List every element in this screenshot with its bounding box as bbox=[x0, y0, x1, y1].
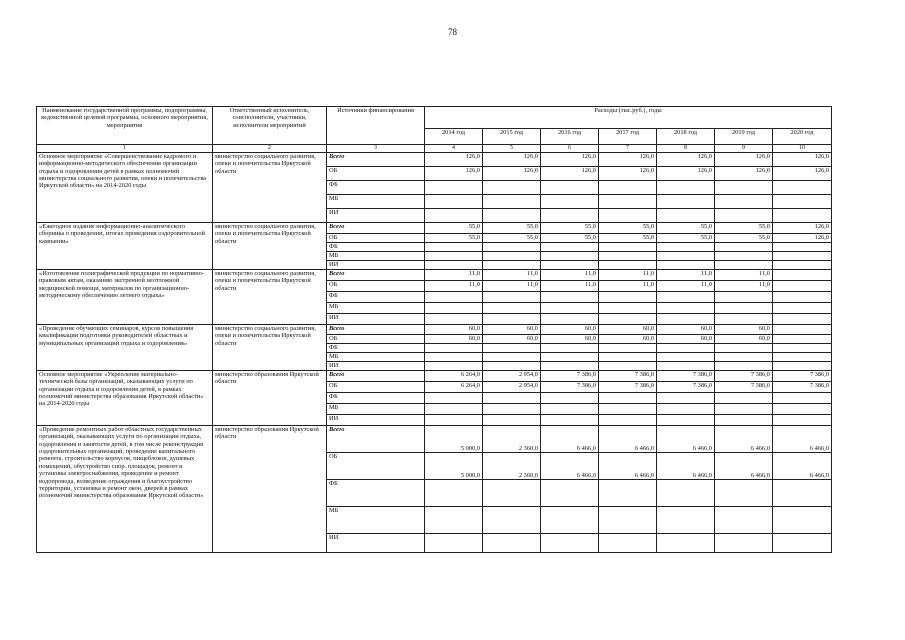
column-number: 6 bbox=[541, 145, 599, 153]
expense-value: 11,0 bbox=[425, 270, 483, 281]
expense-value bbox=[541, 344, 599, 353]
measure-executor: министерство образования Иркутской области bbox=[213, 371, 327, 426]
expense-value: 55,0 bbox=[715, 223, 773, 234]
funding-source: МБ bbox=[327, 353, 425, 362]
expense-value: 55,0 bbox=[483, 223, 541, 234]
expense-value bbox=[657, 303, 715, 314]
column-number: 3 bbox=[327, 145, 425, 153]
expense-value bbox=[657, 252, 715, 261]
expense-value: 11,0 bbox=[483, 270, 541, 281]
measure-executor: министерство социального развития, опеки и попечительства Иркутской области bbox=[213, 325, 327, 371]
column-number: 8 bbox=[657, 145, 715, 153]
expense-value: 55,0 bbox=[483, 234, 541, 243]
funding-source: ОБ bbox=[327, 382, 425, 393]
expense-value bbox=[541, 303, 599, 314]
expense-value: 55,0 bbox=[425, 234, 483, 243]
measure-executor: министерство образования Иркутской области bbox=[213, 426, 327, 553]
expense-value: 126,0 bbox=[773, 223, 832, 234]
expense-value: 11,0 bbox=[599, 270, 657, 281]
expense-value: 126,0 bbox=[599, 153, 657, 167]
expense-value bbox=[599, 303, 657, 314]
expense-value bbox=[541, 243, 599, 252]
expense-value bbox=[483, 195, 541, 209]
header-year: 2020 год bbox=[773, 129, 832, 145]
expense-value bbox=[773, 243, 832, 252]
expense-value bbox=[483, 181, 541, 195]
expense-value bbox=[715, 480, 773, 507]
expense-value: 6 466,0 bbox=[773, 426, 832, 453]
funding-source: ФБ bbox=[327, 292, 425, 303]
expense-value: 55,0 bbox=[657, 234, 715, 243]
expense-value bbox=[483, 252, 541, 261]
column-number: 9 bbox=[715, 145, 773, 153]
expense-value bbox=[541, 292, 599, 303]
expense-value: 11,0 bbox=[425, 281, 483, 292]
expense-value: 126,0 bbox=[483, 167, 541, 181]
funding-source: ОБ bbox=[327, 453, 425, 480]
expense-value bbox=[599, 243, 657, 252]
expense-value: 60,0 bbox=[425, 335, 483, 344]
header-executor: Ответственный исполнитель, соисполнители, участники, исполнители мероприятий bbox=[213, 107, 327, 145]
expense-value bbox=[425, 404, 483, 415]
expense-value bbox=[715, 303, 773, 314]
funding-source: ФБ bbox=[327, 181, 425, 195]
expense-value bbox=[483, 415, 541, 426]
expense-value bbox=[715, 209, 773, 223]
expense-value bbox=[773, 292, 832, 303]
expense-value bbox=[599, 344, 657, 353]
funding-source: МБ bbox=[327, 507, 425, 534]
expense-value: 6 466,0 bbox=[541, 453, 599, 480]
funding-source: ОБ bbox=[327, 234, 425, 243]
expense-value bbox=[425, 415, 483, 426]
expense-value bbox=[425, 209, 483, 223]
expense-value bbox=[425, 507, 483, 534]
expense-value: 6 264,0 bbox=[425, 371, 483, 382]
expense-value bbox=[773, 270, 832, 281]
column-number: 10 bbox=[773, 145, 832, 153]
expense-value: 126,0 bbox=[599, 167, 657, 181]
expense-value: 11,0 bbox=[541, 270, 599, 281]
header-year: 2018 год bbox=[657, 129, 715, 145]
expense-value bbox=[773, 404, 832, 415]
expense-value: 126,0 bbox=[657, 167, 715, 181]
expense-value: 55,0 bbox=[599, 223, 657, 234]
expense-value bbox=[483, 261, 541, 270]
expense-value bbox=[715, 507, 773, 534]
budget-table bbox=[36, 106, 832, 553]
header-year: 2017 год bbox=[599, 129, 657, 145]
expense-value: 11,0 bbox=[541, 281, 599, 292]
expense-value: 126,0 bbox=[715, 153, 773, 167]
expense-value bbox=[773, 344, 832, 353]
expense-value bbox=[715, 292, 773, 303]
expense-value: 11,0 bbox=[657, 281, 715, 292]
funding-source: МБ bbox=[327, 252, 425, 261]
expense-value bbox=[715, 314, 773, 325]
expense-value: 2 954,0 bbox=[483, 382, 541, 393]
expense-value: 126,0 bbox=[483, 153, 541, 167]
expense-value bbox=[599, 353, 657, 362]
expense-value: 7 386,0 bbox=[599, 382, 657, 393]
expense-value: 126,0 bbox=[715, 167, 773, 181]
expense-value: 6 264,0 bbox=[425, 382, 483, 393]
expense-value: 6 466,0 bbox=[715, 453, 773, 480]
measure-name: «Ежегодное издание информационно-аналитического сборника о проведении, итогах проведения оздоровительной кампании» bbox=[37, 223, 213, 270]
expense-value: 7 386,0 bbox=[657, 382, 715, 393]
funding-source: ОБ bbox=[327, 167, 425, 181]
expense-value: 60,0 bbox=[541, 325, 599, 335]
expense-value: 60,0 bbox=[657, 335, 715, 344]
page-number: 78 bbox=[448, 27, 457, 37]
expense-value bbox=[483, 303, 541, 314]
funding-source: Всего bbox=[327, 153, 425, 167]
header-source: Источники финансирования bbox=[327, 107, 425, 145]
funding-source: ИИ bbox=[327, 415, 425, 426]
expense-value: 2 360,0 bbox=[483, 426, 541, 453]
expense-value: 6 466,0 bbox=[541, 426, 599, 453]
table-row bbox=[37, 270, 832, 281]
expense-value bbox=[657, 292, 715, 303]
table-row bbox=[37, 153, 832, 167]
expense-value: 7 386,0 bbox=[715, 371, 773, 382]
table-row bbox=[37, 371, 832, 382]
expense-value: 7 386,0 bbox=[657, 371, 715, 382]
expense-value: 55,0 bbox=[715, 234, 773, 243]
expense-value: 11,0 bbox=[483, 281, 541, 292]
funding-source: ФБ bbox=[327, 243, 425, 252]
funding-source: ИИ bbox=[327, 534, 425, 553]
header-year: 2016 год bbox=[541, 129, 599, 145]
expense-value: 55,0 bbox=[425, 223, 483, 234]
funding-source: МБ bbox=[327, 404, 425, 415]
expense-value bbox=[773, 507, 832, 534]
expense-value bbox=[773, 393, 832, 404]
expense-value: 126,0 bbox=[773, 167, 832, 181]
measure-executor: министерство социального развития, опеки и попечительства Иркутской области bbox=[213, 223, 327, 270]
expense-value bbox=[657, 314, 715, 325]
expense-value bbox=[541, 393, 599, 404]
expense-value bbox=[599, 362, 657, 371]
expense-value: 6 466,0 bbox=[773, 453, 832, 480]
header-year: 2014 год bbox=[425, 129, 483, 145]
expense-value bbox=[425, 314, 483, 325]
expense-value bbox=[715, 243, 773, 252]
expense-value bbox=[483, 209, 541, 223]
expense-value bbox=[425, 195, 483, 209]
expense-value bbox=[599, 252, 657, 261]
expense-value bbox=[483, 534, 541, 553]
expense-value bbox=[425, 261, 483, 270]
expense-value bbox=[483, 404, 541, 415]
expense-value: 60,0 bbox=[715, 325, 773, 335]
expense-value bbox=[657, 181, 715, 195]
expense-value bbox=[541, 181, 599, 195]
expense-value bbox=[657, 195, 715, 209]
expense-value: 7 386,0 bbox=[715, 382, 773, 393]
measure-name: «Проведение ремонтных работ областных государственных организаций, оказывающих услуги по организации отдыха, оздоровления и занятости детей, в том числе реконструкция оздоровительных организаций, проведение капитального ремонта, строительство корпусов, пищеблоков, душевых помещений, обустройство спор. площадок, ремонт и установка электроснабжения, проведение и ремонт водопровода, возведение ограждения и благоустройство территории, установка и ремонт окон, дверей в рамках полномочий министерства образования Иркутской области» bbox=[37, 426, 213, 553]
expense-value bbox=[483, 243, 541, 252]
expense-value bbox=[715, 353, 773, 362]
expense-value bbox=[599, 404, 657, 415]
expense-value bbox=[599, 534, 657, 553]
expense-value: 126,0 bbox=[773, 153, 832, 167]
expense-value bbox=[483, 314, 541, 325]
expense-value bbox=[773, 353, 832, 362]
expense-value bbox=[773, 209, 832, 223]
funding-source: Всего bbox=[327, 223, 425, 234]
expense-value bbox=[773, 261, 832, 270]
expense-value bbox=[425, 292, 483, 303]
expense-value: 11,0 bbox=[599, 281, 657, 292]
expense-value: 55,0 bbox=[657, 223, 715, 234]
measure-name: «Проведение обучающих семинаров, курсов повышения квалификации подготовки руководителей областных и муниципальных организаций отдыха и оздоровления» bbox=[37, 325, 213, 371]
table-row bbox=[37, 325, 832, 335]
expense-value bbox=[483, 344, 541, 353]
expense-value: 60,0 bbox=[483, 335, 541, 344]
expense-value: 7 386,0 bbox=[773, 371, 832, 382]
expense-value bbox=[715, 195, 773, 209]
expense-value bbox=[773, 325, 832, 335]
expense-value bbox=[657, 209, 715, 223]
expense-value bbox=[599, 261, 657, 270]
expense-value bbox=[541, 362, 599, 371]
expense-value bbox=[657, 404, 715, 415]
expense-value bbox=[715, 534, 773, 553]
expense-value bbox=[541, 209, 599, 223]
expense-value bbox=[483, 480, 541, 507]
column-number: 4 bbox=[425, 145, 483, 153]
expense-value bbox=[773, 181, 832, 195]
expense-value: 60,0 bbox=[541, 335, 599, 344]
expense-value bbox=[773, 314, 832, 325]
expense-value: 126,0 bbox=[425, 153, 483, 167]
funding-source: МБ bbox=[327, 303, 425, 314]
expense-value bbox=[715, 404, 773, 415]
expense-value bbox=[483, 292, 541, 303]
expense-value bbox=[657, 362, 715, 371]
expense-value: 7 386,0 bbox=[599, 371, 657, 382]
expense-value: 126,0 bbox=[541, 153, 599, 167]
funding-source: Всего bbox=[327, 270, 425, 281]
expense-value: 11,0 bbox=[657, 270, 715, 281]
expense-value: 6 466,0 bbox=[657, 426, 715, 453]
funding-source: ОБ bbox=[327, 335, 425, 344]
expense-value: 6 466,0 bbox=[715, 426, 773, 453]
expense-value: 60,0 bbox=[483, 325, 541, 335]
expense-value bbox=[483, 507, 541, 534]
expense-value bbox=[541, 314, 599, 325]
expense-value bbox=[599, 292, 657, 303]
measure-name: Основное мероприятие «Совершенствование кадрового и информационно-методического обеспечения организации отдыха и оздоровления детей в рамках полномочий министерства социального развития, опеки и попечительства Иркутской области» на 2014-2020 годы bbox=[37, 153, 213, 223]
expense-value bbox=[541, 415, 599, 426]
expense-value bbox=[425, 534, 483, 553]
funding-source: ИИ bbox=[327, 209, 425, 223]
funding-source: ФБ bbox=[327, 393, 425, 404]
expense-value bbox=[773, 252, 832, 261]
expense-value bbox=[425, 480, 483, 507]
expense-value bbox=[541, 480, 599, 507]
measure-executor: министерство социального развития, опеки и попечительства Иркутской области bbox=[213, 270, 327, 325]
expense-value bbox=[773, 335, 832, 344]
expense-value bbox=[541, 507, 599, 534]
funding-source: МБ bbox=[327, 195, 425, 209]
expense-value: 7 386,0 bbox=[541, 382, 599, 393]
measure-name: «Изготовление полиграфической продукции по нормативно-правовым актам, оказанию экстренной неотложной медицинской помощи, материалов по организационно-методическому обеспечению летнего отдыха» bbox=[37, 270, 213, 325]
expense-value: 126,0 bbox=[657, 153, 715, 167]
expense-value bbox=[657, 415, 715, 426]
expense-value bbox=[541, 404, 599, 415]
funding-source: ИИ bbox=[327, 261, 425, 270]
table-row bbox=[37, 223, 832, 234]
expense-value bbox=[425, 303, 483, 314]
expense-value bbox=[657, 534, 715, 553]
expense-value bbox=[425, 344, 483, 353]
measure-executor: министерство социального развития, опеки и попечительства Иркутской области bbox=[213, 153, 327, 223]
expense-value bbox=[715, 344, 773, 353]
funding-source: Всего bbox=[327, 426, 425, 453]
column-number: 7 bbox=[599, 145, 657, 153]
expense-value bbox=[715, 393, 773, 404]
column-number: 5 bbox=[483, 145, 541, 153]
column-number: 2 bbox=[213, 145, 327, 153]
expense-value bbox=[715, 252, 773, 261]
expense-value bbox=[425, 393, 483, 404]
expense-value: 11,0 bbox=[715, 270, 773, 281]
expense-value bbox=[773, 281, 832, 292]
expense-value: 126,0 bbox=[773, 234, 832, 243]
expense-value: 5 000,0 bbox=[425, 453, 483, 480]
expense-value bbox=[657, 344, 715, 353]
header-year: 2015 год bbox=[483, 129, 541, 145]
expense-value bbox=[715, 362, 773, 371]
expense-value bbox=[483, 353, 541, 362]
expense-value bbox=[541, 195, 599, 209]
column-number: 1 bbox=[37, 145, 213, 153]
expense-value bbox=[483, 362, 541, 371]
expense-value bbox=[483, 393, 541, 404]
expense-value: 2 954,0 bbox=[483, 371, 541, 382]
expense-value bbox=[657, 353, 715, 362]
expense-value: 60,0 bbox=[715, 335, 773, 344]
table-body bbox=[37, 153, 832, 553]
expense-value bbox=[657, 393, 715, 404]
expense-value bbox=[599, 314, 657, 325]
expense-value: 55,0 bbox=[541, 234, 599, 243]
header-year: 2019 год bbox=[715, 129, 773, 145]
expense-value: 11,0 bbox=[715, 281, 773, 292]
expense-value bbox=[425, 181, 483, 195]
expense-value bbox=[773, 195, 832, 209]
expense-value: 60,0 bbox=[425, 325, 483, 335]
expense-value bbox=[773, 480, 832, 507]
expense-value: 2 360,0 bbox=[483, 453, 541, 480]
expense-value bbox=[541, 534, 599, 553]
expense-value: 7 386,0 bbox=[773, 382, 832, 393]
expense-value: 55,0 bbox=[541, 223, 599, 234]
expense-value bbox=[599, 393, 657, 404]
expense-value bbox=[599, 181, 657, 195]
expense-value bbox=[425, 353, 483, 362]
expense-value: 60,0 bbox=[599, 335, 657, 344]
expense-value bbox=[773, 415, 832, 426]
expense-value bbox=[599, 480, 657, 507]
header-name: Наименование государственной программы, подпрограммы, ведомственной целевой программы, основного мероприятия, мероприятия bbox=[37, 107, 213, 145]
funding-source: ИИ bbox=[327, 314, 425, 325]
expense-value bbox=[715, 181, 773, 195]
funding-source: ФБ bbox=[327, 480, 425, 507]
expense-value bbox=[599, 195, 657, 209]
header-expenses: Расходы (тыс.руб.), годы bbox=[425, 107, 832, 129]
expense-value: 6 466,0 bbox=[599, 426, 657, 453]
expense-value bbox=[773, 534, 832, 553]
expense-value bbox=[773, 303, 832, 314]
expense-value bbox=[657, 480, 715, 507]
expense-value: 126,0 bbox=[541, 167, 599, 181]
funding-source: Всего bbox=[327, 325, 425, 335]
expense-value bbox=[657, 507, 715, 534]
funding-source: ФБ bbox=[327, 344, 425, 353]
expense-value bbox=[425, 362, 483, 371]
funding-source: ОБ bbox=[327, 281, 425, 292]
expense-value bbox=[541, 353, 599, 362]
expense-value bbox=[715, 415, 773, 426]
expense-value bbox=[657, 243, 715, 252]
expense-value bbox=[599, 415, 657, 426]
expense-value bbox=[425, 243, 483, 252]
expense-value: 126,0 bbox=[425, 167, 483, 181]
expense-value: 60,0 bbox=[599, 325, 657, 335]
expense-value bbox=[599, 507, 657, 534]
funding-source: ИИ bbox=[327, 362, 425, 371]
expense-value bbox=[599, 209, 657, 223]
expense-value bbox=[715, 261, 773, 270]
expense-value bbox=[657, 261, 715, 270]
expense-value: 55,0 bbox=[599, 234, 657, 243]
funding-source: Всего bbox=[327, 371, 425, 382]
expense-value bbox=[773, 362, 832, 371]
expense-value bbox=[541, 261, 599, 270]
measure-name: Основное мероприятие «Укрепление материально-технической базы организаций, оказывающих услуги по организации отдыха и оздоровления детей, в рамках полномочий министерства образования Иркутской области» на 2014-2020 годы bbox=[37, 371, 213, 426]
expense-value: 5 000,0 bbox=[425, 426, 483, 453]
expense-value bbox=[541, 252, 599, 261]
expense-value: 6 466,0 bbox=[657, 453, 715, 480]
table-row bbox=[37, 426, 832, 453]
expense-value: 60,0 bbox=[657, 325, 715, 335]
expense-value: 6 466,0 bbox=[599, 453, 657, 480]
expense-value: 7 386,0 bbox=[541, 371, 599, 382]
expense-value bbox=[425, 252, 483, 261]
